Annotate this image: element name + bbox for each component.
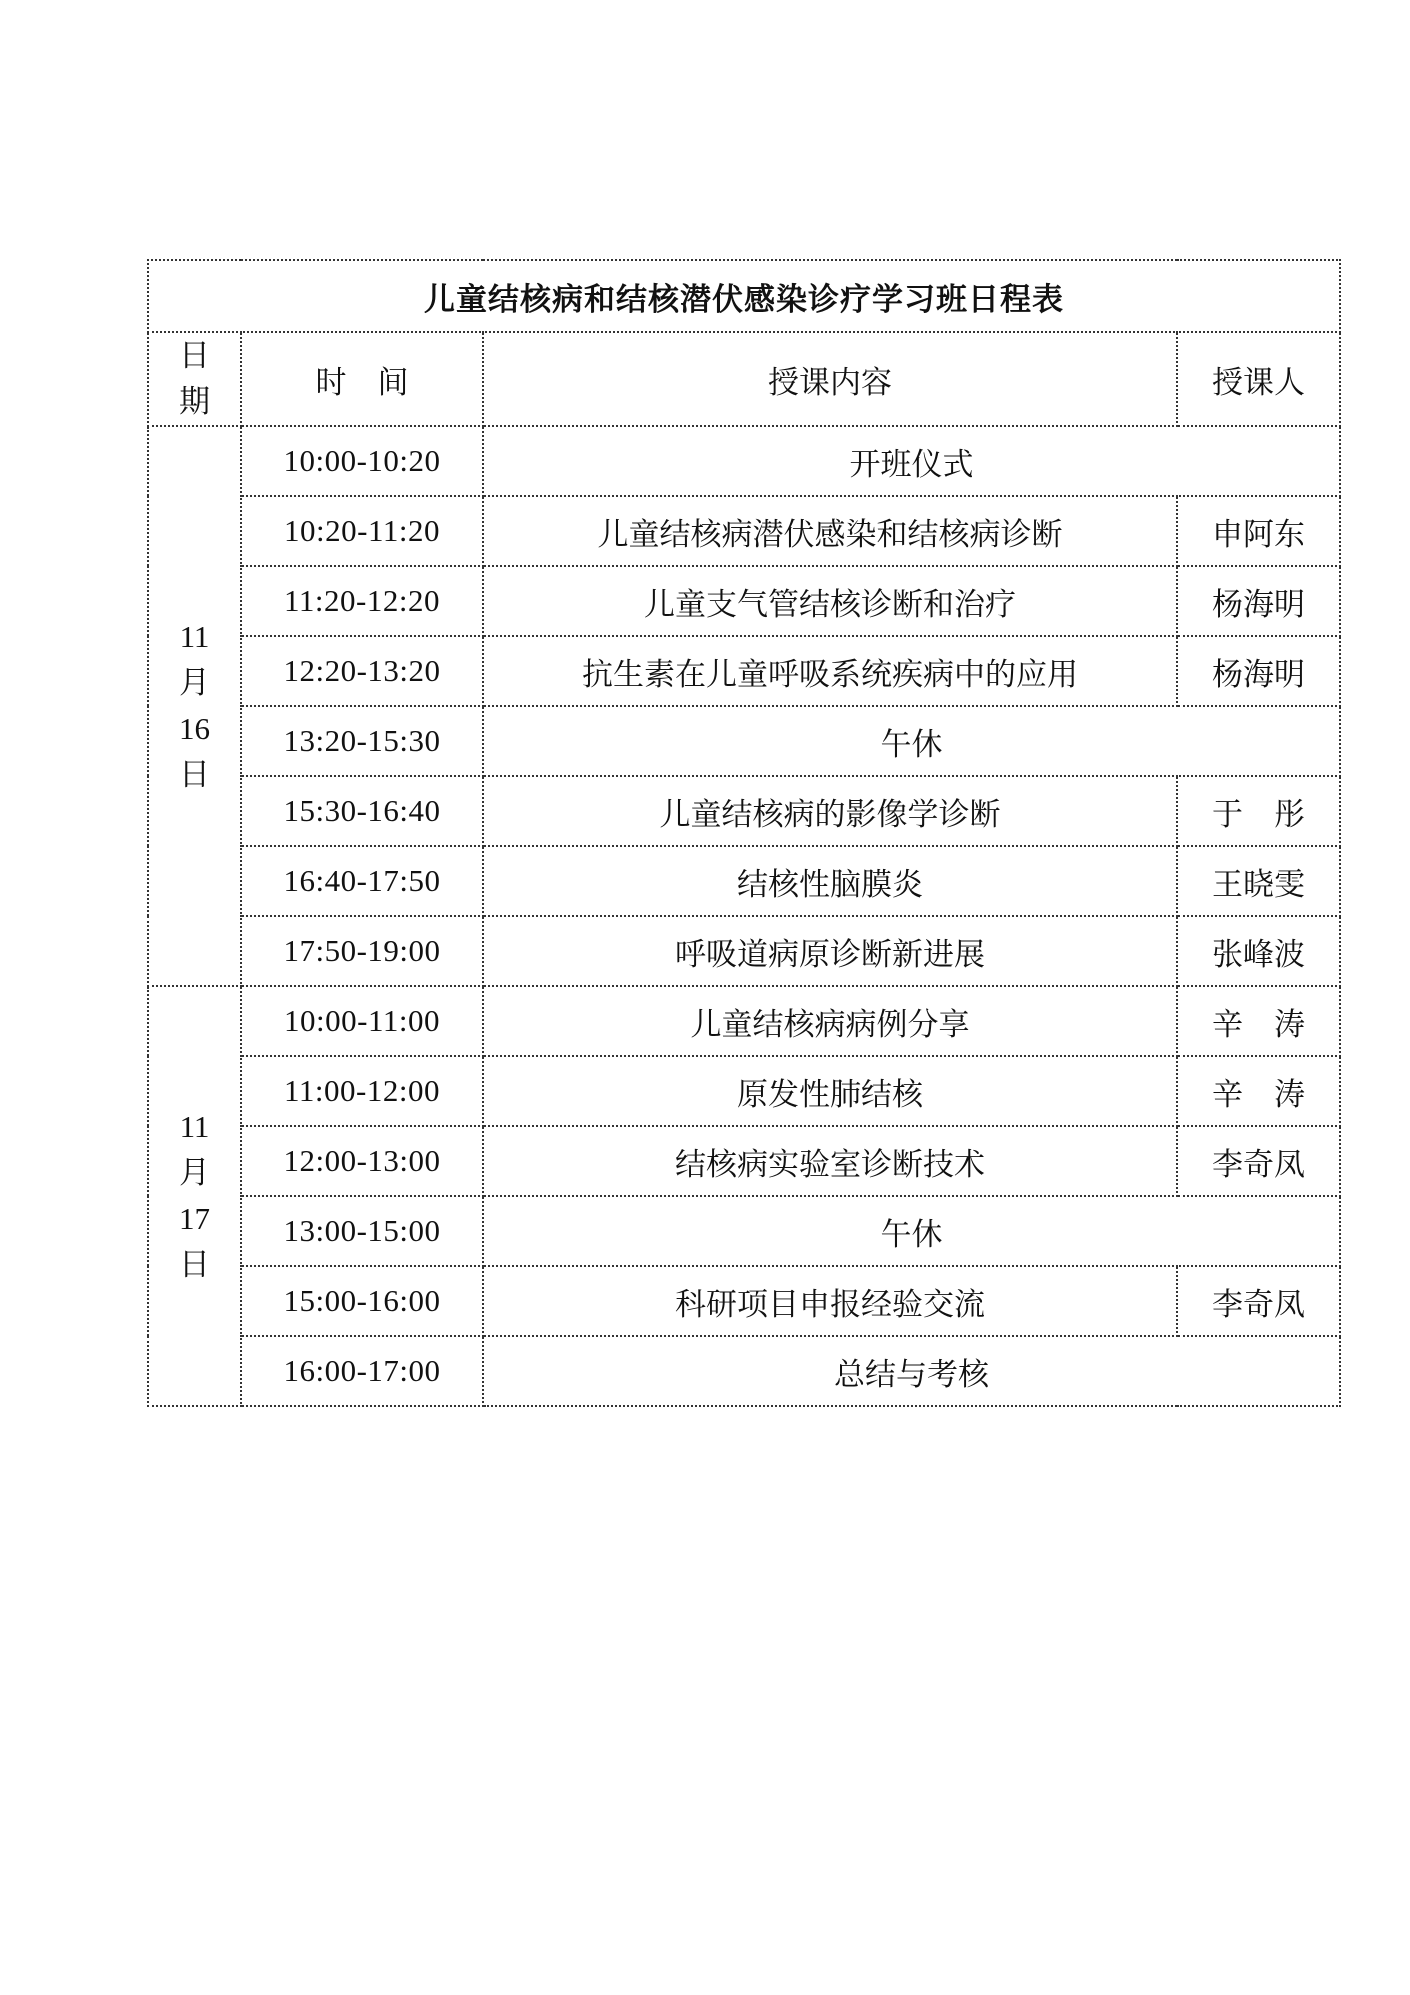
content-cell: 儿童结核病的影像学诊断 [483,776,1177,846]
content-cell: 儿童结核病病例分享 [483,986,1177,1056]
time-cell: 11:20-12:20 [241,566,483,636]
header-time: 时 间 [241,332,483,426]
lecturer-cell: 辛 涛 [1177,1056,1340,1126]
content-cell: 结核性脑膜炎 [483,846,1177,916]
time-cell: 12:00-13:00 [241,1126,483,1196]
content-cell: 儿童支气管结核诊断和治疗 [483,566,1177,636]
date-cell [148,986,241,1406]
schedule-table [147,259,1341,1407]
time-cell: 10:00-11:00 [241,986,483,1056]
lecturer-cell: 于 彤 [1177,776,1340,846]
lecturer-cell: 王晓雯 [1177,846,1340,916]
time-cell: 12:20-13:20 [241,636,483,706]
time-cell: 10:20-11:20 [241,496,483,566]
title-row [148,260,1340,332]
time-cell: 16:00-17:00 [241,1336,483,1406]
time-cell: 17:50-19:00 [241,916,483,986]
lecturer-cell: 申阿东 [1177,496,1340,566]
table-row [148,776,1340,846]
time-cell: 15:30-16:40 [241,776,483,846]
table-row [148,426,1340,496]
page-title: 儿童结核病和结核潜伏感染诊疗学习班日程表 [148,260,1340,332]
date-label: 11月17日 [179,1109,210,1282]
table-row [148,1126,1340,1196]
table-row [148,916,1340,986]
header-lecturer: 授课人 [1177,332,1340,426]
content-cell: 结核病实验室诊断技术 [483,1126,1177,1196]
content-cell: 抗生素在儿童呼吸系统疾病中的应用 [483,636,1177,706]
content-cell: 呼吸道病原诊断新进展 [483,916,1177,986]
time-cell: 13:20-15:30 [241,706,483,776]
table-row [148,706,1340,776]
header-content: 授课内容 [483,332,1177,426]
lecturer-cell: 杨海明 [1177,636,1340,706]
lecturer-cell: 辛 涛 [1177,986,1340,1056]
time-cell: 15:00-16:00 [241,1266,483,1336]
lecturer-cell: 李奇凤 [1177,1126,1340,1196]
content-cell: 原发性肺结核 [483,1056,1177,1126]
time-cell: 16:40-17:50 [241,846,483,916]
header-date-label: 日期 [179,338,210,419]
table-row [148,636,1340,706]
lecturer-cell: 张峰波 [1177,916,1340,986]
content-cell: 午休 [483,1196,1340,1266]
time-cell: 11:00-12:00 [241,1056,483,1126]
date-label: 11月16日 [179,619,210,792]
table-row [148,496,1340,566]
table-row [148,1266,1340,1336]
table-row [148,1196,1340,1266]
content-cell: 儿童结核病潜伏感染和结核病诊断 [483,496,1177,566]
content-cell: 科研项目申报经验交流 [483,1266,1177,1336]
content-cell: 开班仪式 [483,426,1340,496]
header-row [148,332,1340,426]
header-date [148,332,241,426]
time-cell: 13:00-15:00 [241,1196,483,1266]
table-row [148,1336,1340,1406]
table-row [148,846,1340,916]
time-cell: 10:00-10:20 [241,426,483,496]
lecturer-cell: 杨海明 [1177,566,1340,636]
table-row [148,986,1340,1056]
date-cell [148,426,241,986]
lecturer-cell: 李奇凤 [1177,1266,1340,1336]
content-cell: 午休 [483,706,1340,776]
table-row [148,566,1340,636]
content-cell: 总结与考核 [483,1336,1340,1406]
table-row [148,1056,1340,1126]
